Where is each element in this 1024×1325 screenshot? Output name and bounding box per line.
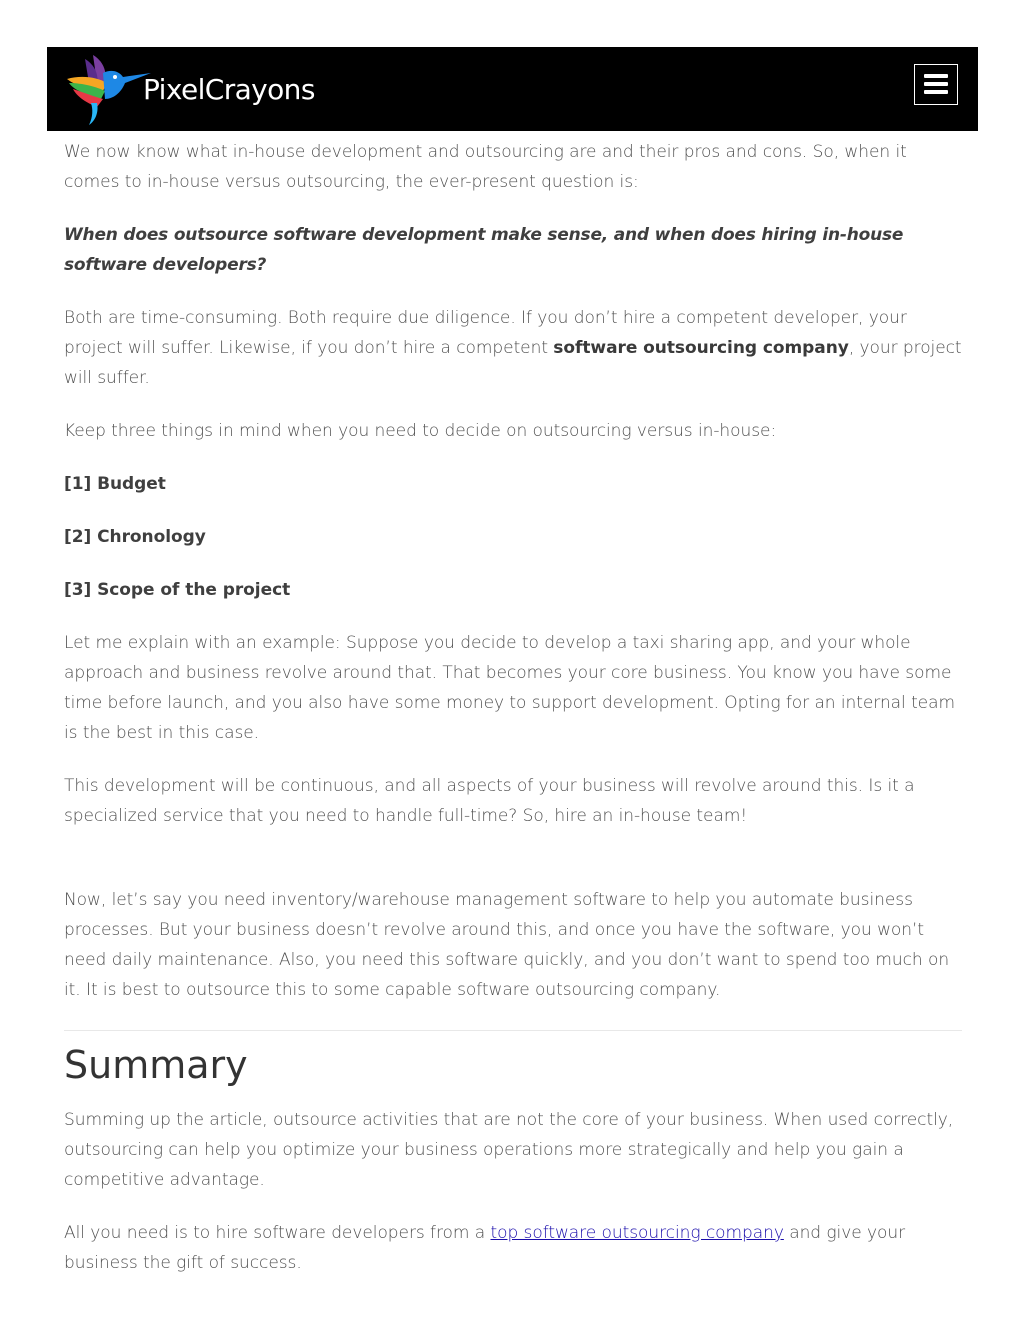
- keep-in-mind-paragraph: Keep three things in mind when you need to decide on outsourcing versus in-house:: [64, 421, 777, 441]
- in-house-paragraph: This development will be continuous, and all aspects of your business will revolve around this. Is it a specialized service that you need to handle full-time? So, hire an in-house team!: [64, 776, 915, 826]
- due-diligence-paragraph: [64, 303, 962, 393]
- hamburger-menu-icon-bar: [924, 82, 948, 86]
- intro-paragraph: We now know what in-house development and outsourcing are and their pros and cons. So, when it comes to in-house versus outsourcing, the ever-present question is:: [64, 142, 907, 192]
- site-logo[interactable]: [63, 53, 323, 127]
- closing-paragraph: [64, 1218, 962, 1278]
- site-header: [47, 47, 978, 131]
- factor-budget: [1] Budget: [64, 474, 166, 494]
- key-question: When does outsource software development make sense, and when does hiring in-house software developers?: [64, 225, 904, 275]
- section-divider: [64, 1030, 962, 1031]
- spacer: [64, 854, 962, 885]
- logo-text: PixelCrayons: [143, 73, 315, 106]
- factor-chronology: [2] Chronology: [64, 527, 206, 547]
- bold-phrase: software outsourcing company: [553, 338, 849, 358]
- paragraph-text: All you need is to hire software developers from a: [64, 1223, 491, 1243]
- paragraph-text: , your project will suffer.: [64, 338, 962, 388]
- factor-scope: [3] Scope of the project: [64, 580, 291, 600]
- summary-heading: Summary: [64, 1043, 248, 1087]
- article-body: [64, 137, 962, 1301]
- hamburger-menu-button[interactable]: [914, 64, 958, 105]
- hamburger-menu-icon-bar: [924, 90, 948, 94]
- top-outsourcing-company-link[interactable]: top software outsourcing company: [490, 1223, 784, 1243]
- outsource-paragraph: Now, let’s say you need inventory/warehouse management software to help you automate business processes. But your business doesn’t revolve around this, and once you have the software, you won’t need daily maintenance. Also, you need this software quickly, and you don’t want to spend too much on it. It is best to outsource this to some capable software outsourcing company.: [64, 890, 950, 1000]
- paragraph-text: and give your business the gift of success.: [64, 1223, 906, 1273]
- hummingbird-logo-icon: [63, 53, 153, 127]
- paragraph-text: Both are time-consuming. Both require due diligence. If you don’t hire a competent developer, your project will suffer. Likewise, if you don’t hire a competent: [64, 308, 907, 358]
- hamburger-menu-icon: [924, 74, 948, 78]
- summary-paragraph: Summing up the article, outsource activities that are not the core of your business. When used correctly, outsourcing can help you optimize your business operations more strategically and help you gain a competitive advantage.: [64, 1110, 954, 1190]
- example-paragraph: Let me explain with an example: Suppose you decide to develop a taxi sharing app, and your whole approach and business revolve around that. That becomes your core business. You know you have some time before launch, and you also have some money to support development. Opting for an internal team is the best in this case.: [64, 633, 955, 743]
